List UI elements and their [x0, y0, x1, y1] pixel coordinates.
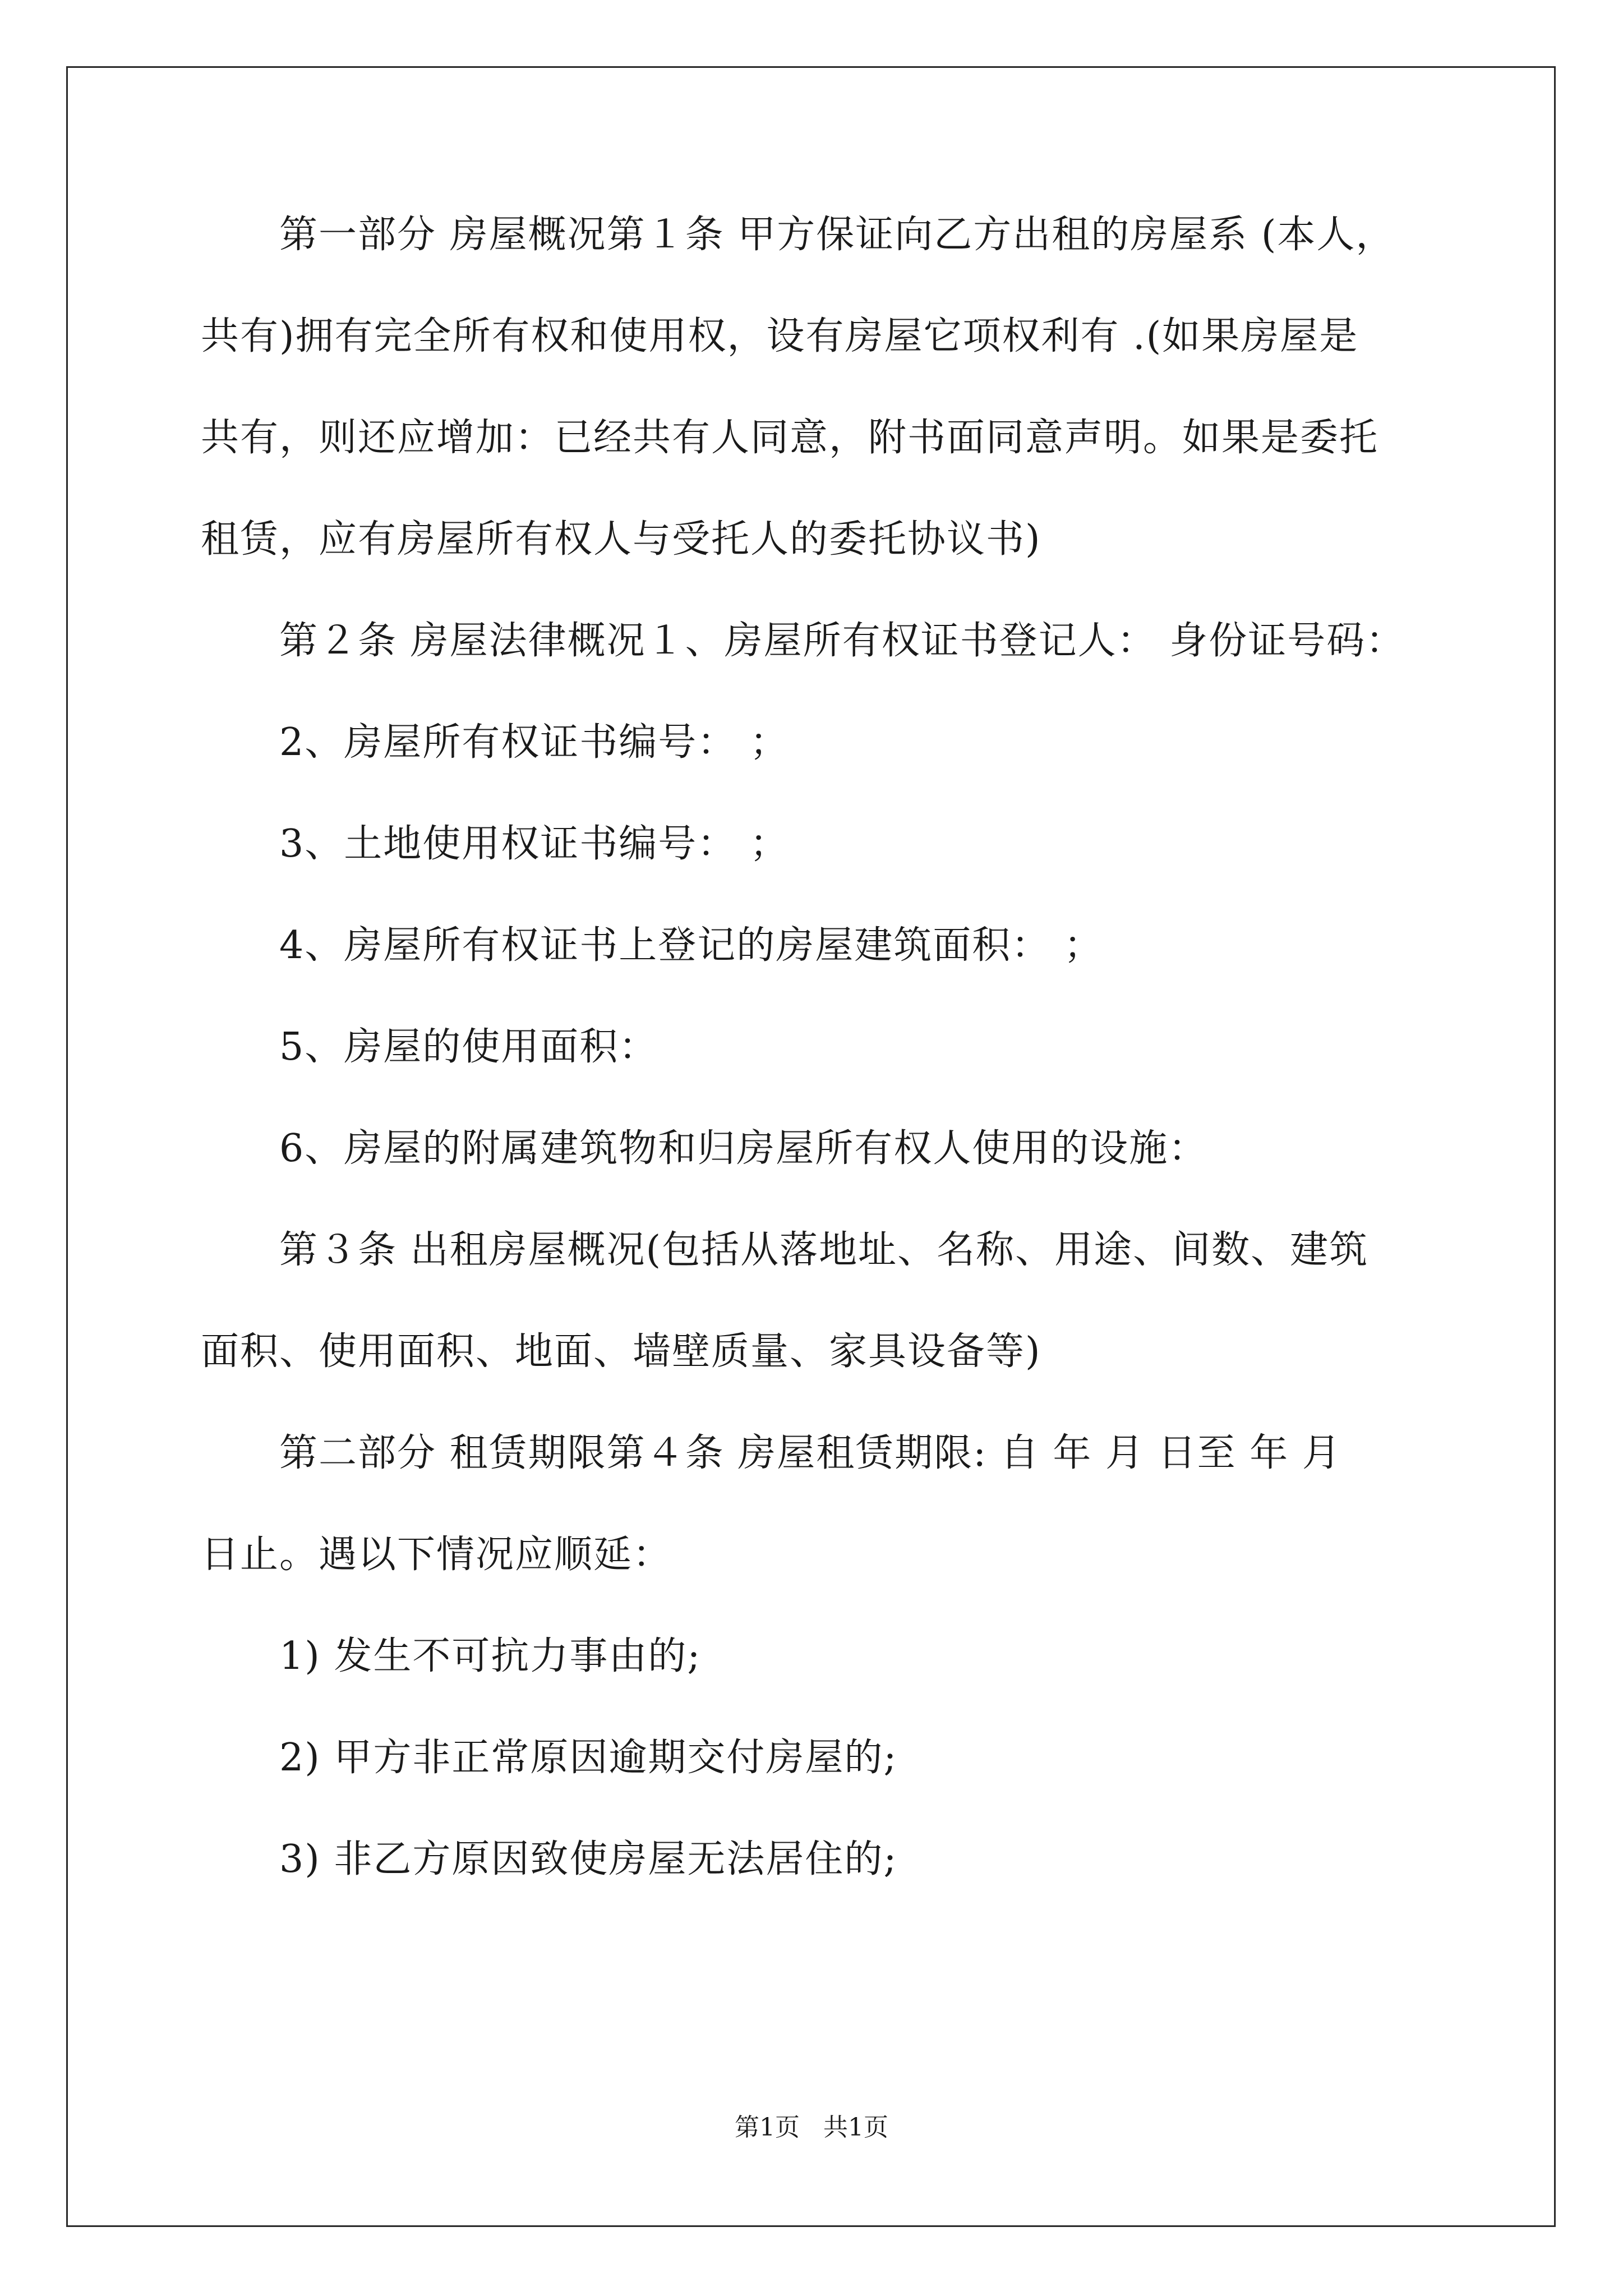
paragraph-line: 日止。遇以下情况应顺延：: [201, 1533, 672, 1577]
paragraph-line: 3) 非乙方原因致使房屋无法居住的;: [279, 1837, 898, 1881]
paragraph-line: 2、房屋所有权证书编号： ；: [279, 720, 789, 765]
paragraph-line: 租赁，应有房屋所有权人与受托人的委托协议书): [201, 517, 1041, 562]
paragraph-line: 共有，则还应增加：已经共有人同意，附书面同意声明。如果是委托: [201, 416, 1379, 460]
paragraph-line: 3、土地使用权证书编号： ；: [279, 822, 789, 866]
paragraph-line: 第２条 房屋法律概况１、房屋所有权证书登记人： 身份证号码：: [279, 619, 1405, 663]
paragraph-line: 第一部分 房屋概况第１条 甲方保证向乙方出租的房屋系 (本人，: [279, 213, 1395, 257]
paragraph-line: 第二部分 租赁期限第４条 房屋租赁期限: 自 年 月 日至 年 月: [279, 1431, 1341, 1475]
paragraph-line: 2) 甲方非正常原因逾期交付房屋的;: [279, 1736, 898, 1780]
paragraph-line: 第３条 出租房屋概况(包括从落地址、名称、用途、间数、建筑: [279, 1228, 1369, 1272]
page-number-footer: 第1页 共1页: [735, 2113, 888, 2142]
paragraph-line: 面积、使用面积、地面、墙壁质量、家具设备等): [201, 1329, 1041, 1374]
paragraph-line: 共有)拥有完全所有权和使用权，设有房屋它项权利有 .(如果房屋是: [201, 314, 1359, 358]
paragraph-line: 5、房屋的使用面积：: [279, 1025, 658, 1069]
paragraph-line: 1) 发生不可抗力事由的;: [279, 1634, 702, 1678]
paragraph-line: 6、房屋的附属建筑物和归房屋所有权人使用的设施：: [279, 1126, 1208, 1171]
paragraph-line: 4、房屋所有权证书上登记的房屋建筑面积： ；: [279, 923, 1103, 968]
